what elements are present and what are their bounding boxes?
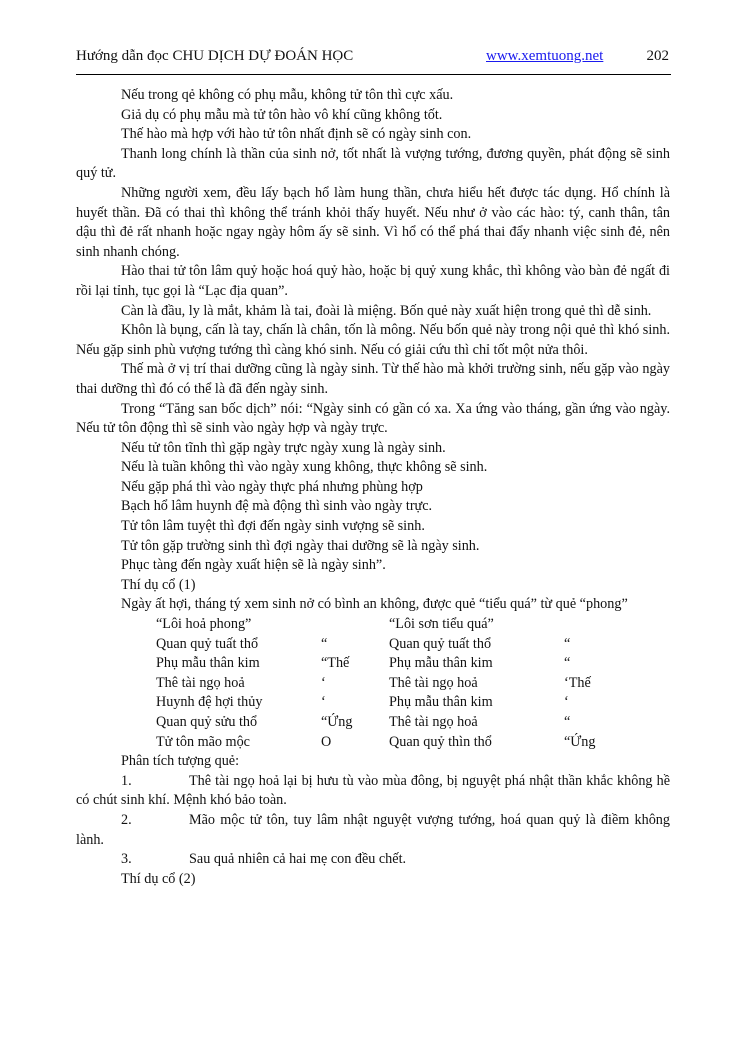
page-number: 202 [646,48,669,64]
paragraph: Trong “Tăng san bốc dịch” nói: “Ngày sinh có gần có xa. Xa ứng vào tháng, gần ứng vào ngày. Nếu tử tôn động thì sẽ sinh vào ngày hợp và ngày trực. [76,400,670,437]
table-cell: “ [321,635,328,652]
table-header-cell [321,615,389,635]
table-cell: O [321,733,332,750]
table-cell: Phụ mẫu thân kim [389,694,493,711]
table-cell: ‘ [321,674,326,691]
table-cell: Quan quỷ thìn thổ [389,733,492,750]
table-cell: “ [564,635,571,652]
example-2-title: Thí dụ cổ (2) [121,870,196,887]
paragraph: Càn là đầu, ly là mắt, khảm là tai, đoài là miệng. Bốn quẻ này xuất hiện trong quẻ thì dễ sinh. [121,302,652,319]
analysis-title: Phân tích tượng quẻ: [121,753,240,770]
header-divider [76,74,671,75]
item-number: 1. [121,772,132,789]
item-number: 2. [121,811,132,828]
table-cell: ‘Thế [564,674,591,691]
item-text: Thê tài ngọ hoả lại bị hưu tù vào mùa đông, bị nguyệt phá nhật thần khắc không hề có chút sinh khí. Mệnh khó bảo toàn. [76,772,670,809]
hexagram-table [156,615,624,752]
paragraph: Nếu gặp phá thì vào ngày thực phá nhưng phùng hợp [121,478,423,495]
table-row [156,713,624,733]
item-number: 3. [121,851,132,868]
paragraph: Thế mà ở vị trí thai dưỡng cũng là ngày sinh. Từ thế hào mà khởi trường sinh, nếu gặp vào ngày thai dưỡng thì đó có thể là đã đến ngày sinh. [76,361,670,397]
example-1-title: Thí dụ cổ (1) [121,576,196,593]
table-cell: ‘ [321,694,326,711]
table-cell: “Ứng [564,733,596,750]
header-title: Hướng dẫn đọc CHU DỊCH DỰ ĐOÁN HỌC [76,48,354,64]
paragraph: Thế hào mà hợp với hào tử tôn nhất định sẽ có ngày sinh con. [121,126,472,143]
paragraph: Tử tôn lâm tuyệt thì đợi đến ngày sinh vượng sẽ sinh. [121,518,425,535]
paragraph: Ngày ất hợi, tháng tý xem sinh nở có bình an không, được quẻ “tiểu quá” từ quẻ “phong” [121,596,628,613]
table-header-cell: “Lôi sơn tiểu quá” [389,616,494,633]
paragraph: Thanh long chính là thần của sinh nở, tốt nhất là vượng tướng, đương quyền, phát động sẽ sinh quý tử. [76,145,670,182]
analysis-item [76,850,670,870]
analysis-item [76,811,670,850]
table-cell: Quan quỷ sửu thổ [156,714,258,730]
website-link[interactable]: www.xemtuong.net [486,48,604,64]
paragraph: Bạch hổ lâm huynh đệ mà động thì sinh vào ngày trực. [121,498,433,515]
table-cell: Phụ mẫu thân kim [389,655,493,672]
analysis-item [76,772,670,811]
item-text: Sau quả nhiên cả hai mẹ con đều chết. [189,851,407,868]
table-cell: Tử tôn mão mộc [156,733,250,750]
page-header [76,46,671,68]
table-cell: “ [564,714,571,730]
table-cell: Quan quỷ tuất thổ [156,635,259,652]
paragraph: Tử tôn gặp trường sinh thì đợi ngày thai dưỡng sẽ là ngày sinh. [121,537,480,554]
document-body [76,86,670,889]
table-cell: Thê tài ngọ hoả [389,714,478,730]
paragraph: Hào thai tử tôn lâm quỷ hoặc hoá quỷ hào, hoặc bị quỷ xung khắc, thì không vào bàn đẻ ngất đi rồi lại tỉnh, tục gọi là “Lạc địa quan”. [76,263,670,299]
paragraph: Giả dụ có phụ mẫu mà tử tôn hào vô khí cũng không tốt. [121,106,443,123]
table-cell: ‘ [564,694,569,711]
paragraph: Nếu là tuần không thì vào ngày xung không, thực không sẽ sinh. [121,459,488,476]
table-cell: “Ứng [321,714,353,730]
table-header-row [156,615,624,635]
table-row [156,733,624,753]
item-text: Mão mộc tử tôn, tuy lâm nhật nguyệt vượng tướng, hoá quan quỷ là điềm không lành. [76,811,670,848]
table-row [156,654,624,674]
table-header-cell [564,615,624,635]
paragraph: Những người xem, đều lấy bạch hổ làm hung thần, chưa hiểu hết được tác dụng. Hổ chính là huyết thần. Đã có thai thì không thể tránh khỏi thấy huyết. Nếu như ở vào các hào: tý, canh thân, tân dậu thì đẻ rất nhanh hoặc ngay ngày hôm ấy sẽ sinh. Vì hổ có thể phá thai đẩy nhanh việc sinh đẻ, nên sinh nhanh chóng. [76,184,670,260]
table-cell: Phụ mẫu thân kim [156,655,260,672]
table-cell: Huynh đệ hợi thủy [156,694,263,711]
table-cell: “ [564,655,571,672]
table-cell: Quan quỷ tuất thổ [389,635,492,652]
table-row [156,635,624,655]
table-cell: Thê tài ngọ hoả [156,674,245,691]
table-cell: Thê tài ngọ hoả [389,674,478,691]
table-cell: “Thế [321,655,350,672]
paragraph: Nếu trong qẻ không có phụ mẫu, không tử tôn thì cực xấu. [121,87,454,103]
table-row [156,693,624,713]
paragraph: Nếu tử tôn tĩnh thì gặp ngày trực ngày xung là ngày sinh. [121,439,446,456]
paragraph: Phục tàng đến ngày xuất hiện sẽ là ngày sinh”. [121,557,386,574]
table-header-cell: “Lôi hoả phong” [156,616,252,633]
paragraph: Khôn là bụng, cấn là tay, chấn là chân, tốn là mông. Nếu bốn quẻ này trong nội quẻ thì khó sinh. Nếu gặp sinh phù vượng tướng thì càng khó sinh. Nếu có giải cứu thì chỉ tốt một nửa thôi. [76,322,670,358]
table-row [156,674,624,694]
